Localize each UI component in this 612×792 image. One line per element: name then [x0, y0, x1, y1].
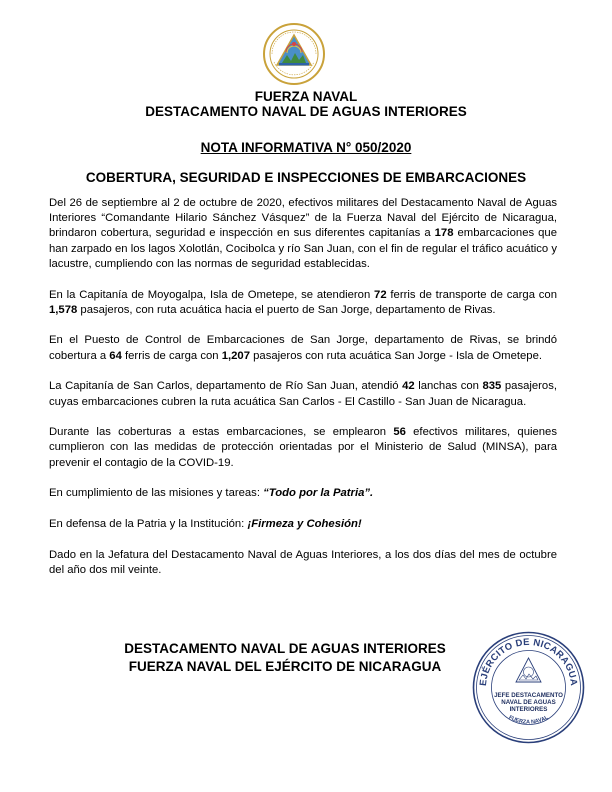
paragraph-8: Dado en la Jefatura del Destacamento Naval de Aguas Interiores, a los dos días del mes de octubre del año dos mil veinte. [49, 548, 557, 576]
footer-line-1: DESTACAMENTO NAVAL DE AGUAS INTERIORES [124, 641, 446, 656]
paragraph-4: La Capitanía de San Carlos, departamento de Río San Juan, atendió 42 lanchas con 835 pasajeros, cuyas embarcaciones cubren la ruta acuática San Carlos - El Castillo - San Juan de Nicaragua. [49, 380, 557, 408]
document-subtitle: COBERTURA, SEGURIDAD E INSPECCIONES DE EMBARCACIONES [85, 170, 527, 185]
document-body [49, 196, 557, 594]
signature-block [80, 640, 490, 676]
svg-text:EJÉRCITO DE NICARAGUA [478, 637, 579, 687]
paragraph-3: En el Puesto de Control de Embarcaciones de San Jorge, departamento de Rivas, se brindó cobertura a 64 ferris de carga con 1,207 pasajeros con ruta acuática San Jorge - Isla de Ometepe. [49, 334, 557, 362]
nicaragua-coat-of-arms-icon [262, 22, 326, 86]
nota-informativa-title: NOTA INFORMATIVA N° 050/2020 [200, 140, 412, 155]
official-stamp-icon [471, 630, 586, 745]
paragraph-6: En cumplimiento de las misiones y tareas: “Todo por la Patria”. [49, 487, 374, 500]
header-line-2: DESTACAMENTO NAVAL DE AGUAS INTERIORES [145, 104, 467, 119]
paragraph-5: Durante las coberturas a estas embarcaciones, se emplearon 56 efectivos militares, quienes cumplieron con las medidas de protección orientadas por el Ministerio de Salud (MINSA), para prevenir el contagio de la COVID-19. [49, 426, 557, 469]
svg-text:FUERZA NAVAL [508, 714, 551, 725]
stamp-ring-text: EJÉRCITO DE NICARAGUA [477, 636, 580, 687]
paragraph-7: En defensa de la Patria y la Institución: ¡Firmeza y Cohesión! [49, 518, 362, 531]
paragraph-2: En la Capitanía de Moyogalpa, Isla de Ometepe, se atendieron 72 ferris de transporte de carga con 1,578 pasajeros, con ruta acuática hacia el puerto de San Jorge, departamento de Rivas. [49, 288, 557, 316]
paragraph-1: Del 26 de septiembre al 2 de octubre de 2020, efectivos militares del Destacamento Naval de Aguas Interiores “Comandante Hilario Sánchez Vásquez” de la Fuerza Naval del Ejército de Nicaragua, brindaron cobertura, seguridad e inspección en sus diferentes capitanías a 178 embarcaciones que han zarpado en los lagos Xolotlán, Cocibolca y río San Juan, con el fin de regular el tráfico acuático y lacustre, cumpliendo con las normas de seguridad establecidas. [49, 197, 558, 270]
header-line-1: FUERZA NAVAL [254, 89, 358, 104]
stamp-bottom-text: FUERZA NAVAL [507, 714, 550, 726]
stamp-center-text: JEFE DESTACAMENTO NAVAL DE AGUAS INTERIORES [494, 692, 563, 713]
footer-line-2: FUERZA NAVAL DEL EJÉRCITO DE NICARAGUA [128, 659, 442, 674]
